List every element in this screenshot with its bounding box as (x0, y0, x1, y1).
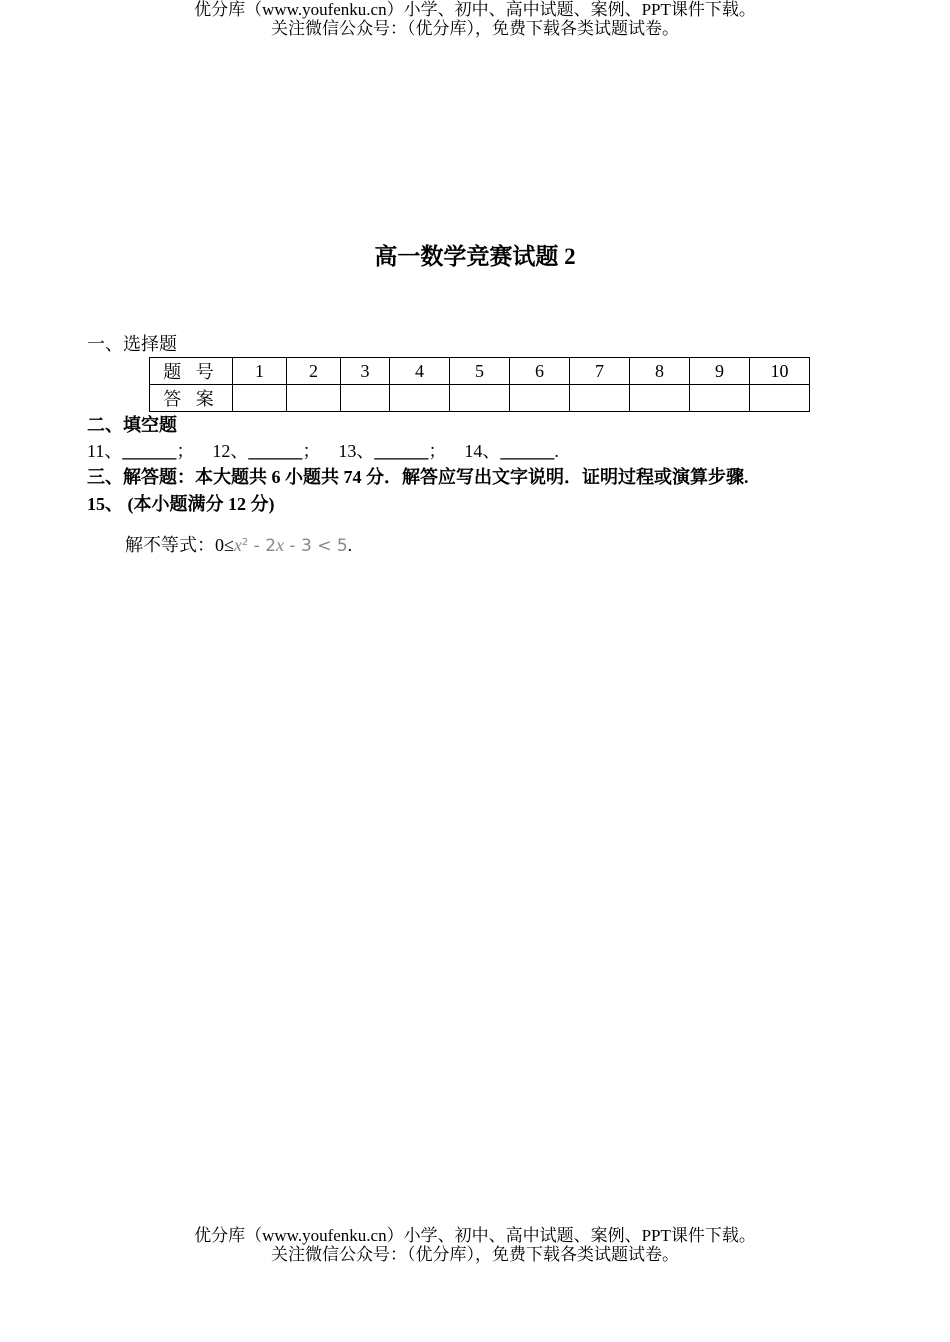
answer-cell[interactable] (287, 385, 341, 412)
section-choice-heading: 一、选择题 (87, 334, 177, 354)
number-cell: 1 (233, 358, 287, 385)
answer-cell[interactable] (450, 385, 510, 412)
table-row-answers (150, 385, 810, 412)
answer-cell[interactable] (570, 385, 630, 412)
section-fill-heading: 二、填空题 (87, 415, 177, 435)
q13-blank[interactable]: ______ (374, 441, 429, 461)
answer-cell[interactable] (233, 385, 287, 412)
answer-cell[interactable] (750, 385, 810, 412)
row-label-answer: 答 案 (150, 385, 233, 412)
number-cell: 6 (510, 358, 570, 385)
number-cell: 7 (570, 358, 630, 385)
inequality-end: . (347, 535, 353, 555)
answer-cell[interactable] (341, 385, 390, 412)
q11-label: 11、 (87, 441, 123, 461)
footer-line-2: 关注微信公众号：（优分库），免费下载各类试题试卷。 (271, 1245, 679, 1264)
inequality-prompt: 解不等式：0≤ (125, 535, 234, 555)
number-cell: 8 (630, 358, 690, 385)
section-solve-heading: 三、解答题：本大题共 6 小题共 74 分．解答应写出文字说明．证明过程或演算步骤. (87, 467, 749, 487)
answer-cell[interactable] (690, 385, 750, 412)
exponent: 2 (241, 537, 249, 548)
inequality-line (125, 532, 352, 557)
separator: ； (428, 441, 447, 461)
answer-table (149, 357, 810, 412)
q11-blank[interactable]: ______ (122, 441, 177, 461)
q12-blank[interactable]: ______ (248, 441, 303, 461)
table-row-numbers (150, 358, 810, 385)
footer-line-1: 优分库（www.youfenku.cn）小学、初中、高中试题、案例、PPT课件下载。 (194, 1226, 756, 1245)
q14-blank[interactable]: ______ (500, 441, 555, 461)
number-cell: 2 (287, 358, 341, 385)
q14-label: 14、 (464, 441, 501, 461)
separator: ； (176, 441, 195, 461)
answer-cell[interactable] (630, 385, 690, 412)
separator: ； (302, 441, 321, 461)
number-cell: 9 (690, 358, 750, 385)
number-cell: 3 (341, 358, 390, 385)
header-line-2: 关注微信公众号：（优分库），免费下载各类试题试卷。 (271, 19, 679, 38)
header-line-1: 优分库（www.youfenku.cn）小学、初中、高中试题、案例、PPT课件下载。 (194, 0, 756, 19)
row-label-number: 题 号 (150, 358, 233, 385)
fill-blank-line (87, 440, 559, 462)
end-period: . (554, 441, 559, 461)
number-cell: 10 (750, 358, 810, 385)
expr-part-2: - 3 < 5 (284, 536, 348, 556)
problem-15-label: 15、 (本小题满分 12 分) (87, 494, 275, 514)
q13-label: 13、 (338, 441, 375, 461)
expr-part-1: - 2 (248, 536, 277, 556)
answer-cell[interactable] (390, 385, 450, 412)
q12-label: 12、 (212, 441, 249, 461)
number-cell: 4 (390, 358, 450, 385)
inequality-expression (234, 536, 348, 556)
number-cell: 5 (450, 358, 510, 385)
var-x-2: x (276, 535, 285, 555)
answer-cell[interactable] (510, 385, 570, 412)
page-title: 高一数学竞赛试题 2 (374, 244, 576, 269)
var-x: x (233, 535, 242, 555)
